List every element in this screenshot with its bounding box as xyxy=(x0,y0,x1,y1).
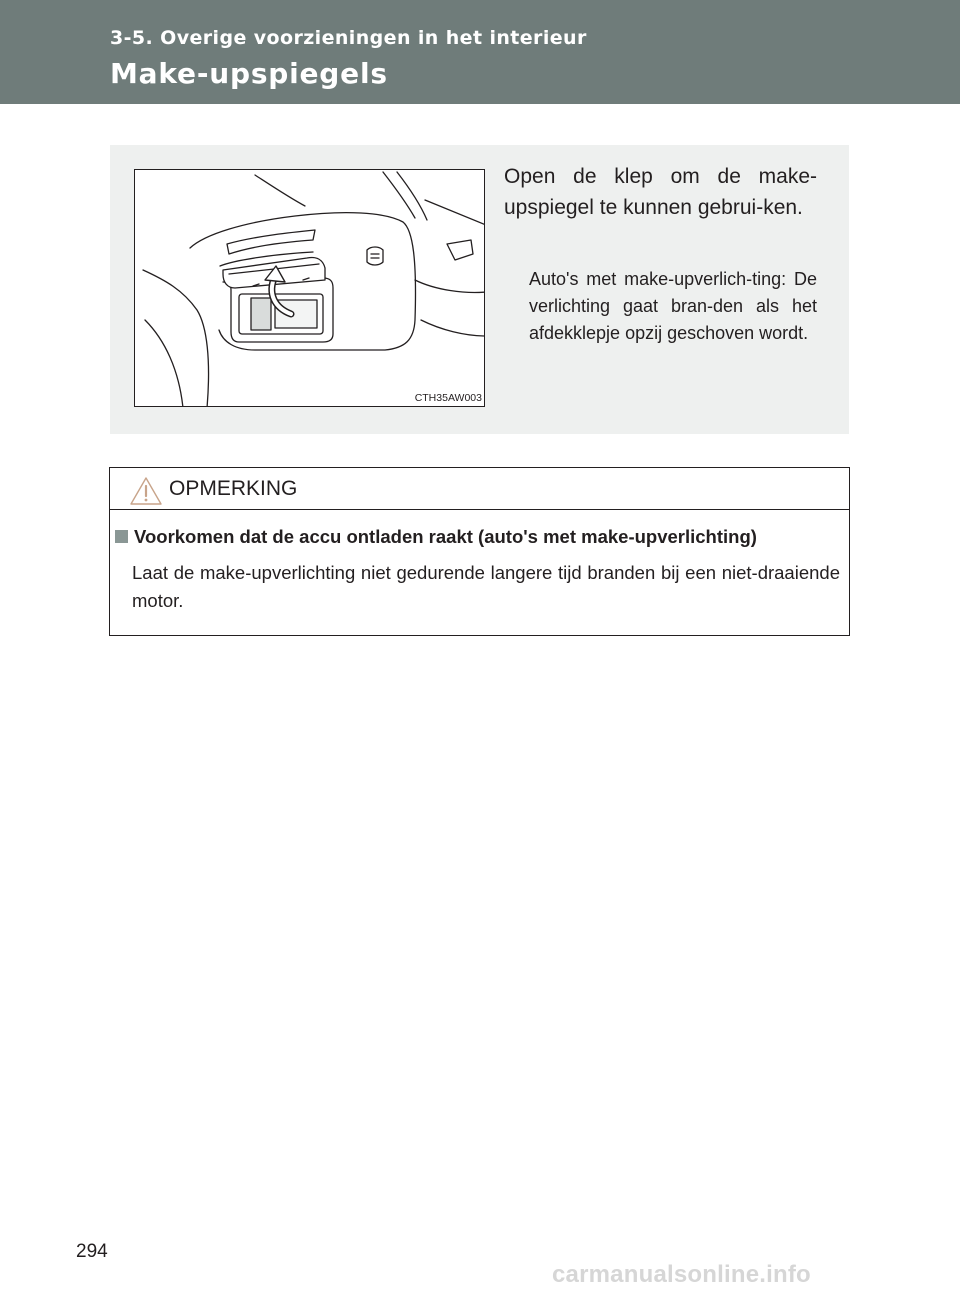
figure-code: CTH35AW003 xyxy=(414,392,482,404)
page-title: Make-upspiegels xyxy=(110,57,388,90)
watermark: carmanualsonline.info xyxy=(552,1261,811,1288)
square-bullet-icon xyxy=(115,530,128,543)
notice-subheading-text: Voorkomen dat de accu ontladen raakt (auto's met make-upverlichting) xyxy=(134,526,757,547)
notice-box xyxy=(109,467,850,636)
notice-body: Laat de make-upverlichting niet gedurende langere tijd branden bij een niet-draaiende motor. xyxy=(132,562,840,611)
info-panel xyxy=(110,145,849,434)
lighting-note: Auto's met make-upverlich-ting: De verlichting gaat bran-den als het afdekklepje opzij geschoven wordt. xyxy=(529,269,817,343)
page-header xyxy=(0,0,960,104)
section-label: 3-5. Overige voorzieningen in het interieur xyxy=(110,27,587,49)
instruction-text: Open de klep om de make-upspiegel te kunnen gebrui-ken. xyxy=(504,165,817,219)
sun-visor-mirror-drawing xyxy=(135,170,485,407)
notice-subheading xyxy=(115,526,757,548)
vanity-mirror-illustration xyxy=(134,169,485,407)
page-number: 294 xyxy=(76,1241,108,1262)
warning-triangle-icon xyxy=(129,476,163,506)
notice-title: OPMERKING xyxy=(169,477,298,500)
notice-header xyxy=(110,468,849,510)
